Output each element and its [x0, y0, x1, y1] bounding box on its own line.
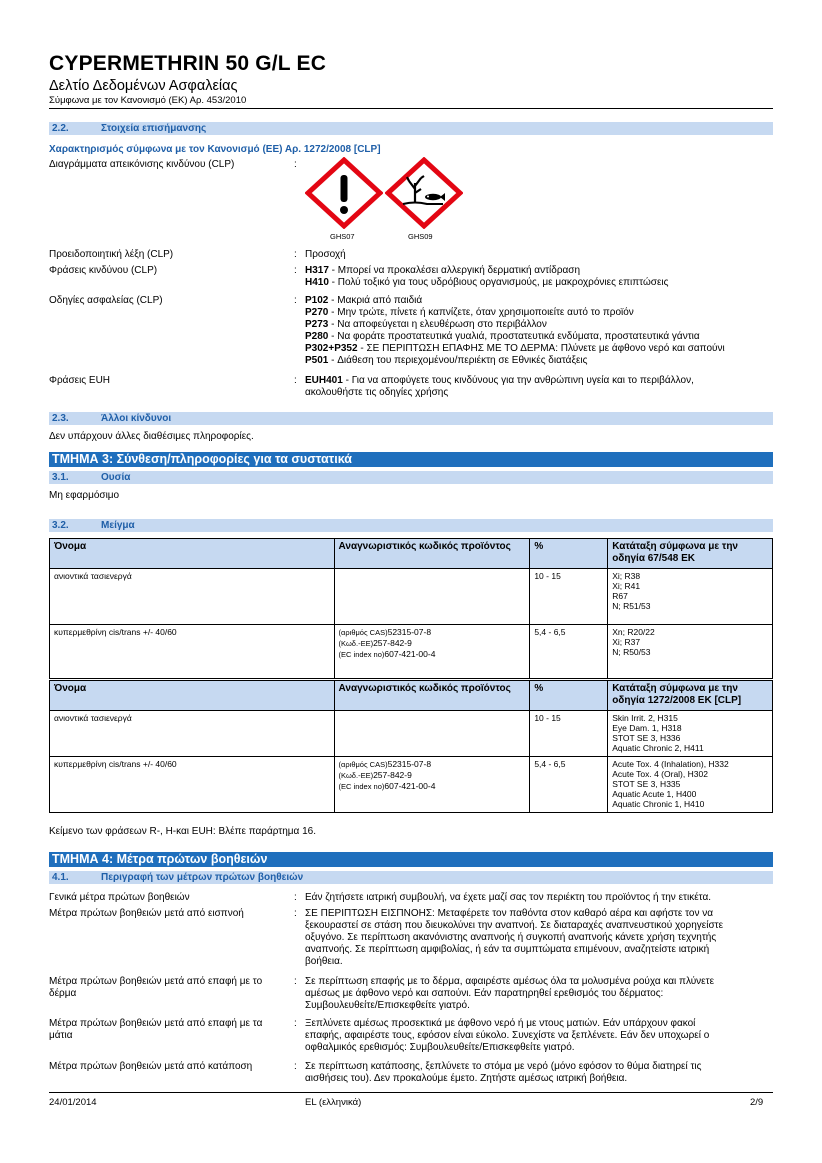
section-4-header: ΤΜΗΜΑ 4: Μέτρα πρώτων βοηθειών [49, 852, 773, 867]
subsection-number: 3.1. [52, 472, 69, 483]
component-classification [608, 711, 773, 757]
precautionary-statement: P501 - Διάθεση του περιεχομένου/περιέκτη σε Εθνικές διατάξεις [305, 355, 588, 366]
document-subtitle: Δελτίο Δεδομένων Ασφαλείας [49, 78, 238, 94]
section-3-header: ΤΜΗΜΑ 3: Σύνθεση/πληροφορίες για τα συστατικά [49, 452, 773, 467]
col-header-percent: % [530, 539, 608, 569]
first-aid-inhalation-label: Μέτρα πρώτων βοηθειών μετά από εισπνοή [49, 908, 244, 919]
component-name: κυπερμεθρίνη cis/trans +/- 40/60 [50, 757, 335, 813]
text-line: αμέσως με άφθονο νερό και σαπούνι. Εάν παρατηρηθεί ερεθισμός του δέρματος: [305, 988, 664, 999]
text-line: Σε περίπτωση επαφής με το δέρμα, αφαιρέστε αμέσως όλα τα μολυσμένα ρούχα και πλύνετε [305, 976, 715, 987]
classification-line: Aquatic Chronic 2, H411 [612, 743, 704, 753]
precautionary-statement: P270 - Μην τρώτε, πίνετε ή καπνίζετε, όταν χρησιμοποιείτε αυτό το προϊόν [305, 307, 634, 318]
identifier-line: (αριθμός CAS)52315-07-8 [338, 759, 432, 769]
footer-language: EL (ελληνικά) [305, 1097, 362, 1108]
subsection-title: Περιγραφή των μέτρων πρώτων βοηθειών [101, 872, 304, 883]
text-line: Εάν ζητήσετε ιατρική συμβουλή, να έχετε μαζί σας τον περιέκτη του προϊόντος ή την ετικέτα. [305, 892, 712, 903]
environment-icon [385, 157, 463, 229]
subsection-3-1-bar [49, 471, 773, 484]
hazard-statements-label: Φράσεις κινδύνου (CLP) [49, 265, 158, 276]
footer-page-number: 2/9 [750, 1097, 764, 1108]
subsection-4-1-bar [49, 871, 773, 884]
signal-word-value: Προσοχή [305, 249, 346, 260]
classification-line: Acute Tox. 4 (Oral), H302 [612, 769, 708, 779]
ghs07-pictogram [305, 157, 383, 229]
col-header-classification: Κατάταξη σύμφωνα με την οδηγία 67/548 ΕΚ [608, 539, 773, 569]
subsection-2-2-bar [49, 122, 773, 135]
subsection-title: Άλλοι κίνδυνοι [101, 413, 172, 424]
classification-line: N; R50/53 [612, 647, 651, 657]
text-line: Σε περίπτωση κατάποσης, ξεπλύνετε το στόμα με νερό (μόνο εφόσον το θύμα διατηρεί τις [305, 1061, 702, 1072]
colon: : [294, 1018, 297, 1029]
classification-line: Skin Irrit. 2, H315 [612, 713, 678, 723]
col-header-identifier: Αναγνωριστικός κωδικός προϊόντος [334, 539, 530, 569]
text-line: Συμβουλευθείτε/Επισκεφθείτε γιατρό. [305, 1000, 470, 1011]
identifier-line: (αριθμός CAS)52315-07-8 [338, 627, 432, 637]
subsection-3-2-bar [49, 519, 773, 532]
text-line: οφθαλμικός ερεθισμός: Συμβουλευθείτε/Επισκεφθείτε γιατρό. [305, 1042, 575, 1053]
classification-line: Aquatic Chronic 1, H410 [612, 799, 705, 809]
classification-line: STOT SE 3, H335 [612, 779, 681, 789]
component-percent: 5,4 - 6,5 [530, 757, 608, 813]
identifier-line: (EC index no)607-421-00-4 [338, 781, 436, 791]
component-name: ανιοντικά τασιενεργά [50, 711, 335, 757]
component-classification [608, 569, 773, 625]
component-identifier [334, 625, 530, 679]
component-name: κυπερμεθρίνη cis/trans +/- 40/60 [50, 625, 335, 679]
hazard-statement: H317 - Μπορεί να προκαλέσει αλλεργική δερματική αντίδραση [305, 265, 581, 276]
precautionary-statement: P280 - Να φοράτε προστατευτικά γυαλιά, προστατευτικά ενδύματα, προστατευτικά γάντια [305, 331, 700, 342]
hazard-statement: H410 - Πολύ τοξικό για τους υδρόβιους οργανισμούς, με μακροχρόνιες επιπτώσεις [305, 277, 669, 288]
classification-line: N; R51/53 [612, 601, 651, 611]
colon: : [294, 249, 297, 260]
component-percent: 10 - 15 [530, 711, 608, 757]
classification-line: Xn; R20/22 [612, 627, 655, 637]
component-percent: 5,4 - 6,5 [530, 625, 608, 679]
colon: : [294, 295, 297, 306]
identifier-line: (Κωδ.-ΕΕ)257-842-9 [338, 770, 412, 780]
text-line: αισθήσεις του). Δεν προκαλούμε έμετο. Ζητήστε αμέσως ιατρική βοήθεια. [305, 1073, 628, 1084]
subsection-number: 3.2. [52, 520, 69, 531]
classification-line: Xi; R38 [612, 571, 641, 581]
precautionary-statements-label: Οδηγίες ασφαλείας (CLP) [49, 295, 163, 306]
subsection-title: Στοιχεία επισήμανσης [101, 123, 207, 134]
euh-statement: EUH401 - Για να αποφύγετε τους κινδύνους για την ανθρώπινη υγεία και το περιβάλλον, [305, 375, 694, 386]
table-row [50, 757, 773, 813]
text-line: επαφής, αφαιρέστε τους, εφόσον είναι εύκολο. Συνεχίστε να ξεπλένετε. Εάν δεν υποχωρεί ο [305, 1030, 710, 1041]
precautionary-statements [305, 295, 775, 367]
euh-statement-continued: ακολουθήστε τις οδηγίες χρήσης [305, 387, 449, 398]
text-line: οξυγόνο. Σε περίπτωση ακανόνιστης αναπνοής ή συγκοπή αναπνοής κάνετε χρήση τεχνητής [305, 932, 717, 943]
subsection-number: 2.2. [52, 123, 69, 134]
classification-line: Aquatic Acute 1, H400 [612, 789, 697, 799]
component-classification [608, 757, 773, 813]
first-aid-skin-label [49, 976, 262, 1000]
table-row [50, 711, 773, 757]
colon: : [294, 265, 297, 276]
precautionary-statement: P273 - Να αποφεύγεται η ελευθέρωση στο περιβάλλον [305, 319, 547, 330]
classification-line: Eye Dam. 1, H318 [612, 723, 682, 733]
ghs09-pictogram [385, 157, 463, 229]
classification-line: R67 [612, 591, 628, 601]
subsection-2-3-bar [49, 412, 773, 425]
colon: : [294, 908, 297, 919]
first-aid-ingestion-value [305, 1061, 775, 1085]
colon: : [294, 159, 297, 170]
hazard-statements [305, 265, 775, 289]
footer-divider [49, 1092, 773, 1093]
first-aid-skin-value [305, 976, 775, 1012]
first-aid-inhalation-value [305, 908, 775, 968]
component-identifier [334, 711, 530, 757]
identifier-line: (Κωδ.-ΕΕ)257-842-9 [338, 638, 412, 648]
subsection-title: Μείγμα [101, 520, 135, 531]
table-row [50, 569, 773, 625]
subsection-number: 2.3. [52, 413, 69, 424]
component-name: ανιοντικά τασιενεργά [50, 569, 335, 625]
header-divider [49, 108, 773, 109]
subsection-number: 4.1. [52, 872, 69, 883]
composition-table-67-548 [49, 538, 773, 679]
col-header-classification: Κατάταξη σύμφωνα με την οδηγία 1272/2008 ΕΚ [CLP] [608, 681, 773, 711]
first-aid-eyes-value [305, 1018, 775, 1054]
composition-table-1272-2008 [49, 680, 773, 813]
exclamation-mark-icon [305, 157, 383, 229]
regulation-reference: Σύμφωνα με τον Κανονισμό (ΕΚ) Αρ. 453/2010 [49, 95, 247, 106]
text-line: ΣΕ ΠΕΡΙΠΤΩΣΗ ΕΙΣΠΝΟΗΣ: Μεταφέρετε τον παθόντα στον καθαρό αέρα και αφήστε τον να [305, 908, 714, 919]
clp-heading: Χαρακτηρισμός σύμφωνα με τον Κανονισμό (ΕΕ) Αρ. 1272/2008 [CLP] [49, 144, 381, 155]
phrases-footnote: Κείμενο των φράσεων R-, H-και EUH: Βλέπε παράρτημα 16. [49, 826, 317, 837]
text-line: Ξεπλύνετε αμέσως προσεκτικά με άφθονο νερό ή με ντους ματιών. Εάν υπάρχουν φακοί [305, 1018, 696, 1029]
footer-date: 24/01/2014 [49, 1097, 97, 1108]
component-identifier [334, 569, 530, 625]
ghs09-code: GHS09 [408, 232, 433, 241]
col-header-identifier: Αναγνωριστικός κωδικός προϊόντος [334, 681, 530, 711]
first-aid-general-value [305, 892, 775, 904]
label-line: Μέτρα πρώτων βοηθειών μετά από επαφή με τα [49, 1018, 263, 1029]
col-header-percent: % [530, 681, 608, 711]
table-row [50, 625, 773, 679]
classification-line: STOT SE 3, H336 [612, 733, 681, 743]
signal-word-label: Προειδοποιητική λέξη (CLP) [49, 249, 174, 260]
first-aid-general-label: Γενικά μέτρα πρώτων βοηθειών [49, 892, 190, 903]
colon: : [294, 1061, 297, 1072]
pictograms-label: Διαγράμματα απεικόνισης κινδύνου (CLP) [49, 159, 235, 170]
other-hazards-text: Δεν υπάρχουν άλλες διαθέσιμες πληροφορίες. [49, 431, 254, 442]
col-header-name: Όνομα [50, 539, 335, 569]
classification-line: Acute Tox. 4 (Inhalation), H332 [612, 759, 729, 769]
text-line: ξεκουραστεί σε στάση που διευκολύνει την αναπνοή. Σε διαταραχές αναπνευστικού χορηγείστε [305, 920, 724, 931]
document-title: CYPERMETHRIN 50 G/L EC [49, 52, 327, 75]
euh-statements [305, 375, 775, 399]
label-line: μάτια [49, 1030, 73, 1041]
colon: : [294, 892, 297, 903]
substance-text: Μη εφαρμόσιμο [49, 490, 120, 501]
identifier-line: (EC index no)607-421-00-4 [338, 649, 436, 659]
table-header-row [50, 539, 773, 569]
classification-line: Xi; R41 [612, 581, 641, 591]
table-header-row [50, 681, 773, 711]
colon: : [294, 375, 297, 386]
col-header-name: Όνομα [50, 681, 335, 711]
label-line: δέρμα [49, 988, 77, 999]
ghs07-code: GHS07 [330, 232, 355, 241]
precautionary-statement: P302+P352 - ΣΕ ΠΕΡΙΠΤΩΣΗ ΕΠΑΦΗΣ ΜΕ ΤΟ ΔΕΡΜΑ: Πλύνετε με άφθονο νερό και σαπούνι [305, 343, 725, 354]
text-line: βοήθεια. [305, 956, 343, 967]
component-classification [608, 625, 773, 679]
label-line: Μέτρα πρώτων βοηθειών μετά από επαφή με το [49, 976, 263, 987]
subsection-title: Ουσία [101, 472, 131, 483]
component-identifier [334, 757, 530, 813]
first-aid-eyes-label [49, 1018, 262, 1042]
component-percent: 10 - 15 [530, 569, 608, 625]
text-line: αναπνοής. Σε περίπτωση αμφιβολίας, ή εάν τα συμπτώματα επιμένουν, αναζητείστε ιατρική [305, 944, 710, 955]
colon: : [294, 976, 297, 987]
precautionary-statement: P102 - Μακριά από παιδιά [305, 295, 423, 306]
classification-line: Xi; R37 [612, 637, 641, 647]
first-aid-ingestion-label: Μέτρα πρώτων βοηθειών μετά από κατάποση [49, 1061, 253, 1072]
euh-statements-label: Φράσεις EUH [49, 375, 111, 386]
